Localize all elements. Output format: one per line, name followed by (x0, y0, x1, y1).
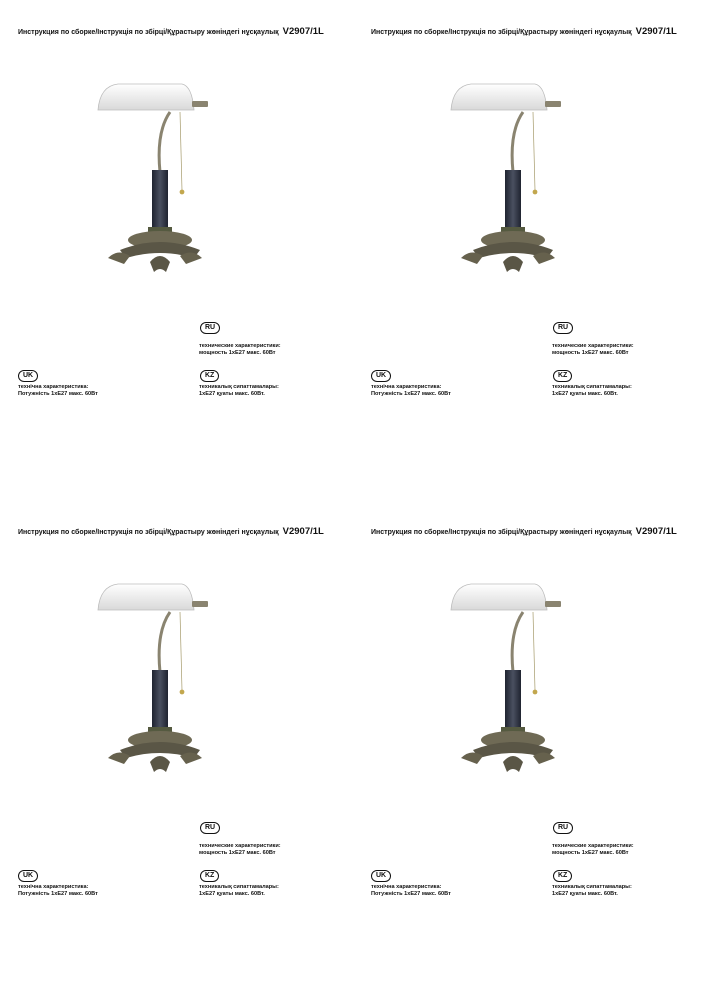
model-number: V2907/1L (282, 526, 324, 537)
uk-spec-line1: технічна характеристика: (371, 884, 442, 890)
kz-badge: KZ (200, 870, 219, 882)
model-number: V2907/1L (635, 26, 677, 37)
panel-title (371, 526, 677, 537)
kz-spec-line2: 1хЕ27 қуаты макс. 60Вт. (199, 391, 265, 397)
panel-title (18, 526, 324, 537)
uk-spec-line1: технічна характеристика: (371, 384, 442, 390)
kz-spec (552, 384, 632, 398)
uk-badge: UK (371, 870, 391, 882)
kz-spec (552, 884, 632, 898)
title-text: Инструкция по сборке/Інструкція по збірці/Құрастыру жөніндегі нұсқаулық (18, 29, 279, 36)
panel-title (18, 26, 324, 37)
lamp-illustration (90, 72, 220, 282)
instruction-panel-top-left (0, 0, 353, 500)
kz-spec (199, 884, 279, 898)
ru-spec-line1: технические характеристики: (199, 843, 281, 849)
kz-spec-line1: техникалық сипаттамалары: (552, 884, 632, 890)
ru-spec-line1: технические характеристики: (552, 343, 634, 349)
uk-spec (18, 884, 98, 898)
uk-badge: UK (18, 370, 38, 382)
kz-spec-line2: 1хЕ27 қуаты макс. 60Вт. (552, 891, 618, 897)
instruction-panel-bottom-left (0, 500, 353, 1000)
ru-badge: RU (553, 822, 573, 834)
ru-spec (552, 843, 634, 857)
model-number: V2907/1L (635, 526, 677, 537)
kz-badge: KZ (553, 870, 572, 882)
lamp-illustration (443, 572, 573, 782)
uk-badge: UK (371, 370, 391, 382)
uk-spec (371, 384, 451, 398)
lamp-illustration (443, 72, 573, 282)
ru-badge: RU (200, 822, 220, 834)
uk-spec-line2: Потужність 1хЕ27 макс. 60Вт (18, 391, 98, 397)
uk-spec-line2: Потужність 1хЕ27 макс. 60Вт (371, 391, 451, 397)
kz-spec-line1: техникалық сипаттамалары: (199, 884, 279, 890)
kz-spec (199, 384, 279, 398)
ru-spec (199, 843, 281, 857)
title-text: Инструкция по сборке/Інструкція по збірці/Құрастыру жөніндегі нұсқаулық (371, 29, 632, 36)
uk-spec-line1: технічна характеристика: (18, 884, 89, 890)
ru-spec (199, 343, 281, 357)
ru-badge: RU (553, 322, 573, 334)
kz-badge: KZ (553, 370, 572, 382)
uk-spec-line1: технічна характеристика: (18, 384, 89, 390)
kz-badge: KZ (200, 370, 219, 382)
ru-spec-line1: технические характеристики: (552, 843, 634, 849)
uk-badge: UK (18, 870, 38, 882)
ru-spec-line2: мощность 1хЕ27 макс. 60Вт (199, 850, 276, 856)
ru-badge: RU (200, 322, 220, 334)
ru-spec-line2: мощность 1хЕ27 макс. 60Вт (552, 850, 629, 856)
title-text: Инструкция по сборке/Інструкція по збірці/Құрастыру жөніндегі нұсқаулық (371, 529, 632, 536)
model-number: V2907/1L (282, 26, 324, 37)
uk-spec (18, 384, 98, 398)
ru-spec-line2: мощность 1хЕ27 макс. 60Вт (552, 350, 629, 356)
uk-spec-line2: Потужність 1хЕ27 макс. 60Вт (18, 891, 98, 897)
lamp-illustration (90, 572, 220, 782)
panel-title (371, 26, 677, 37)
instruction-panel-top-right (353, 0, 706, 500)
ru-spec-line1: технические характеристики: (199, 343, 281, 349)
uk-spec-line2: Потужність 1хЕ27 макс. 60Вт (371, 891, 451, 897)
kz-spec-line2: 1хЕ27 қуаты макс. 60Вт. (199, 891, 265, 897)
instruction-panel-bottom-right (353, 500, 706, 1000)
ru-spec-line2: мощность 1хЕ27 макс. 60Вт (199, 350, 276, 356)
uk-spec (371, 884, 451, 898)
kz-spec-line1: техникалық сипаттамалары: (552, 384, 632, 390)
title-text: Инструкция по сборке/Інструкція по збірці/Құрастыру жөніндегі нұсқаулық (18, 529, 279, 536)
ru-spec (552, 343, 634, 357)
kz-spec-line2: 1хЕ27 қуаты макс. 60Вт. (552, 391, 618, 397)
kz-spec-line1: техникалық сипаттамалары: (199, 384, 279, 390)
